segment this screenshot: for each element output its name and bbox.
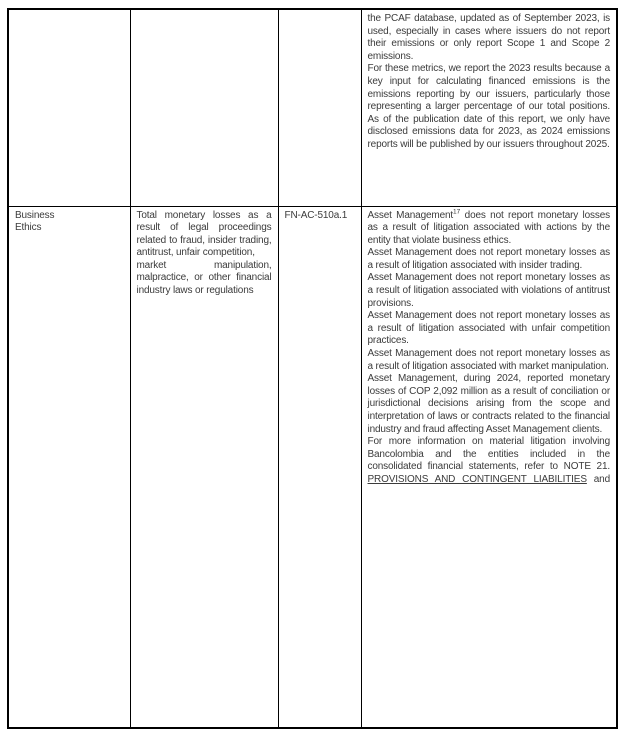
cell-topic bbox=[8, 206, 130, 728]
response-text: and bbox=[586, 473, 610, 485]
metric-description: Total monetary losses as a result of legal proceedings related to fraud, insider trading, antitrust, unfair competition, bbox=[136, 209, 272, 259]
cell-code-empty bbox=[278, 9, 361, 206]
disclosure-table bbox=[7, 8, 618, 729]
response-text: Asset Management bbox=[367, 209, 454, 221]
response-paragraph: For these metrics, we report the 2023 results because a key input for calculating financed emissions is the emissions reporting by our issuers, particularly those representing a larger percentage of our total positions. As of the publication date of this report, we only have disclosed emissions data for 2023, as 2024 emissions reports will be published by our issuers throughout 2025. bbox=[367, 63, 610, 150]
table-row-continuation bbox=[8, 9, 617, 206]
sasb-code: FN-AC-510a.1 bbox=[284, 209, 348, 221]
response-paragraph: Asset Management does not report monetary losses as a result of litigation associated with market manipulation. bbox=[367, 348, 610, 372]
footnote-reference: 17 bbox=[453, 208, 461, 216]
response-paragraph bbox=[368, 436, 611, 486]
cell-code bbox=[278, 206, 361, 728]
response-paragraph: Asset Management does not report monetary losses as a result of litigation associated with violations of antitrust provisions. bbox=[367, 272, 610, 309]
response-paragraph: the PCAF database, updated as of September 2023, is used, especially in cases where issuers do not report their emissions or only report Scope 1 and Scope 2 emissions. bbox=[367, 13, 610, 62]
cell-topic-empty bbox=[8, 9, 130, 206]
response-paragraph: Asset Management, during 2024, reported monetary losses of COP 2,092 million as a result of conciliation or jurisdictional decisions arising from the scope and interpretation of laws or contracts related to the financial industry and fraud affecting Asset Management clients. bbox=[367, 373, 610, 435]
cell-metric-empty bbox=[130, 9, 278, 206]
cell-metric bbox=[130, 206, 278, 728]
cell-response bbox=[361, 206, 617, 728]
pdf-page bbox=[7, 8, 618, 729]
response-paragraph: Asset Management does not report monetary losses as a result of litigation associated with insider trading. bbox=[367, 247, 610, 271]
response-text: does not report monetary losses as a result of litigation associated with actions by the entity that violate business ethics. bbox=[367, 209, 610, 246]
note-21-link[interactable]: PROVISIONS AND CONTINGENT LIABILITIES bbox=[367, 473, 587, 485]
topic-label: Ethics bbox=[15, 222, 42, 234]
metric-description: market manipulation, malpractice, or other financial industry laws or regulations bbox=[136, 259, 272, 297]
response-paragraph: Asset Management does not report monetary losses as a result of litigation associated with unfair competition practices. bbox=[367, 310, 610, 347]
cell-response-continuation bbox=[361, 9, 617, 206]
topic-label: Business bbox=[15, 209, 55, 221]
table-row-business-ethics bbox=[8, 206, 617, 728]
response-paragraph bbox=[368, 210, 611, 248]
response-text: For more information on material litigation involving Bancolombia and the entities included in the consolidated financial statements, refer to NOTE 21. bbox=[367, 436, 610, 473]
